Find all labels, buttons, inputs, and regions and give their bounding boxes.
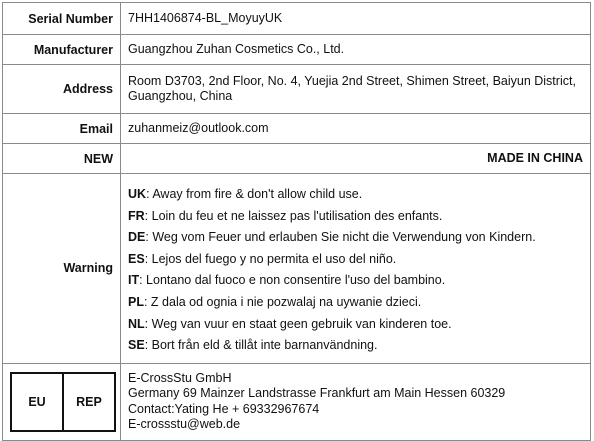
warning-language-code: IT <box>128 273 140 288</box>
address-value: Room D3703, 2nd Floor, No. 4, Yuejia 2nd Street, Shimen Street, Baiyun District, Guangzhou, China <box>121 65 591 114</box>
eu-rep-details <box>121 363 591 440</box>
warning-language-code: UK <box>128 187 147 201</box>
rep-mark-text: REP <box>62 374 114 430</box>
warning-text: : Away from fire & don't allow child use. <box>146 187 363 201</box>
warning-row <box>3 174 591 364</box>
warning-item <box>128 206 583 228</box>
email-value: zuhanmeiz@outlook.com <box>121 114 591 144</box>
warning-language-code: SE <box>128 338 145 353</box>
warning-language-code: PL <box>128 294 144 309</box>
warning-language-code: DE <box>128 230 146 245</box>
new-row <box>3 144 591 174</box>
warning-item <box>128 292 583 314</box>
eu-rep-mark <box>10 372 116 432</box>
warning-text: : Loin du feu et ne laissez pas l'utilisation des enfants. <box>144 208 443 223</box>
serial-number-value: 7HH1406874-BL_MoyuyUK <box>121 3 591 35</box>
warning-language-code: ES <box>128 251 145 266</box>
warning-item <box>128 314 583 336</box>
warning-item <box>128 184 583 206</box>
eu-mark-text: EU <box>28 394 46 409</box>
eu-rep-mark-cell <box>3 363 121 440</box>
manufacturer-row <box>3 35 591 65</box>
email-row <box>3 114 591 144</box>
address-label: Address <box>3 65 121 114</box>
warning-item <box>128 270 583 292</box>
product-label-table <box>2 2 591 441</box>
warning-label: Warning <box>3 174 121 364</box>
warning-list <box>121 174 590 363</box>
warning-text: : Lontano dal fuoco e non consentire l'uso del bambino. <box>139 273 446 288</box>
new-label: NEW <box>3 144 121 174</box>
eu-rep-line: Contact:Yating He + 69332967674 <box>128 401 320 416</box>
warning-content <box>121 174 591 364</box>
warning-language-code: FR <box>128 208 145 223</box>
eu-rep-line: E-CrossStu GmbH <box>128 370 232 385</box>
eu-rep-address <box>121 365 590 439</box>
warning-text: : Lejos del fuego y no permita el uso del niño. <box>144 251 397 266</box>
serial-number-row <box>3 3 591 35</box>
warning-item <box>128 335 583 357</box>
serial-number-label: Serial Number <box>3 3 121 35</box>
manufacturer-value: Guangzhou Zuhan Cosmetics Co., Ltd. <box>121 35 591 65</box>
address-row <box>3 65 591 114</box>
warning-item <box>128 227 583 249</box>
warning-text: : Z dala od ognia i nie pozwalaj na uywanie dzieci. <box>143 294 422 309</box>
warning-item <box>128 249 583 271</box>
made-in-value: MADE IN CHINA <box>121 144 591 174</box>
eu-rep-row <box>3 363 591 440</box>
warning-language-code: NL <box>128 316 145 331</box>
eu-rep-line: E-crossstu@web.de <box>128 417 241 432</box>
email-label: Email <box>3 114 121 144</box>
warning-text: : Weg vom Feuer und erlauben Sie nicht die Verwendung von Kindern. <box>145 230 536 245</box>
warning-text: : Bort från eld & tillåt inte barnanvändning. <box>144 338 378 353</box>
manufacturer-label: Manufacturer <box>3 35 121 65</box>
warning-text: : Weg van vuur en staat geen gebruik van kinderen toe. <box>144 316 452 331</box>
eu-rep-line: Germany 69 Mainzer Landstrasse Frankfurt am Main Hessen 60329 <box>128 386 506 401</box>
